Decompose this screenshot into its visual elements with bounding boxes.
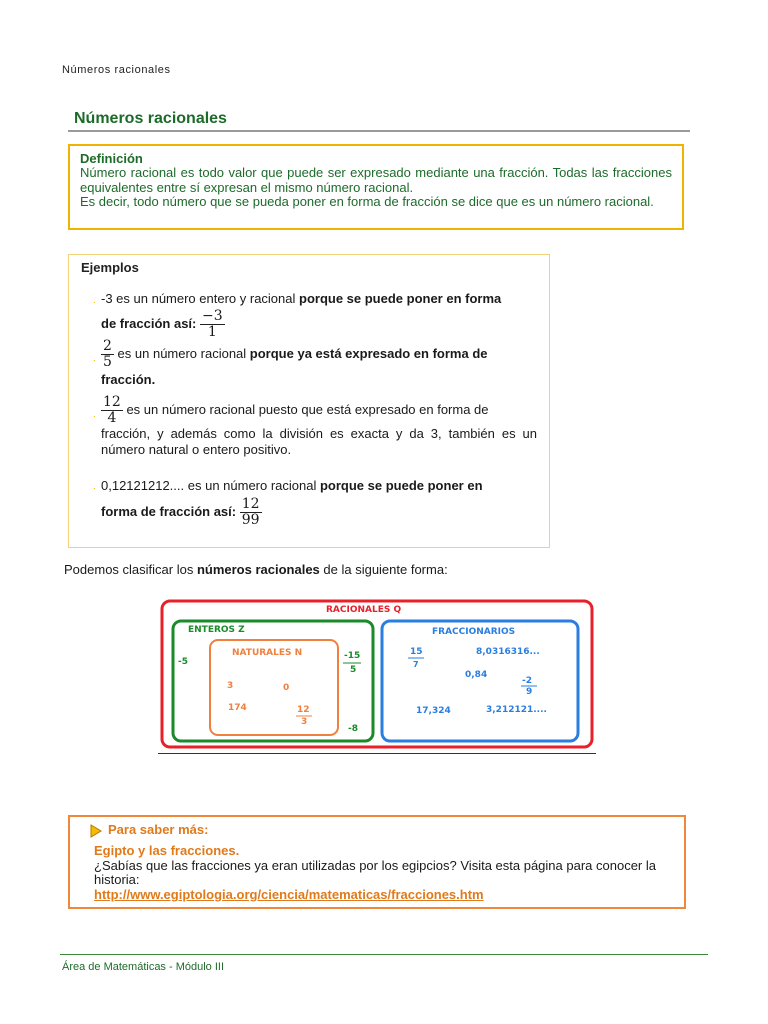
diagram-baseline bbox=[158, 753, 596, 754]
enteros-label: ENTEROS Z bbox=[188, 625, 245, 635]
fraccionarios-label: FRACCIONARIOS bbox=[432, 627, 516, 637]
enteros-fraction-den: 5 bbox=[350, 665, 357, 675]
fraction bbox=[200, 309, 225, 340]
footer-text: Área de Matemáticas - Módulo III bbox=[62, 961, 225, 973]
fracc-fraction-num: 15 bbox=[410, 647, 423, 657]
enteros-fraction-num: -15 bbox=[344, 651, 361, 661]
classification-suffix: de la siguiente forma: bbox=[319, 562, 448, 577]
title-divider bbox=[68, 130, 690, 132]
bullet-icon: . bbox=[93, 353, 96, 364]
examples-title: Ejemplos bbox=[81, 260, 139, 275]
naturales-value: 3 bbox=[227, 681, 234, 691]
fracc-fraction-den: 9 bbox=[526, 687, 533, 697]
footer-divider bbox=[60, 954, 708, 955]
example-bold-2: de fracción así: bbox=[101, 315, 197, 331]
info-subtitle: Egipto y las fracciones. bbox=[94, 843, 240, 858]
example-item bbox=[93, 394, 537, 458]
section-title: Números racionales bbox=[74, 110, 227, 127]
example-item bbox=[93, 475, 537, 528]
naturales-value: 174 bbox=[228, 703, 247, 713]
fraction bbox=[101, 395, 123, 426]
fracc-value: 3,212121.... bbox=[486, 705, 547, 715]
example-text: 0,12121212.... es un número racional bbox=[101, 478, 320, 493]
fraction bbox=[240, 497, 262, 528]
info-heading: Para saber más: bbox=[108, 822, 209, 837]
example-bold: porque ya está expresado en forma de bbox=[249, 345, 488, 361]
fracc-fraction-num: -2 bbox=[522, 676, 532, 686]
bullet-icon: . bbox=[93, 481, 96, 492]
example-text: es un número racional puesto que está expresado en forma de bbox=[126, 401, 489, 417]
definition-text-2: Es decir, todo número que se pueda poner en forma de fracción se dice que es un número racional. bbox=[80, 194, 654, 209]
racionales-label: RACIONALES Q bbox=[326, 605, 402, 615]
example-bold-2: forma de fracción así: bbox=[101, 503, 237, 519]
info-text: ¿Sabías que las fracciones ya eran utilizadas por los egipcios? Visita esta página para conocer la historia: bbox=[94, 858, 656, 887]
example-bold: porque se puede poner en forma bbox=[299, 291, 502, 306]
bullet-icon: . bbox=[93, 295, 96, 306]
fraction-numerator: 12 bbox=[241, 496, 260, 512]
classification-diagram bbox=[158, 597, 596, 755]
classification-bold: números racionales bbox=[196, 562, 320, 577]
running-header: Números racionales bbox=[62, 64, 171, 76]
fraction-denominator: 4 bbox=[107, 410, 117, 426]
fraction-denominator: 1 bbox=[207, 324, 217, 340]
naturales-fraction-num: 12 bbox=[297, 705, 310, 715]
example-bold: porque se puede poner en bbox=[319, 478, 483, 493]
naturales-value: 0 bbox=[283, 683, 290, 693]
naturales-fraction-den: 3 bbox=[301, 717, 308, 727]
fraccionarios-set bbox=[382, 621, 578, 741]
fraction-numerator: 2 bbox=[103, 338, 112, 354]
bullet-icon: . bbox=[93, 409, 96, 420]
fraction-numerator: −3 bbox=[202, 308, 223, 324]
example-text: -3 es un número entero y racional bbox=[101, 291, 299, 306]
info-box bbox=[68, 815, 686, 909]
definition-title: Definición bbox=[80, 151, 143, 166]
enteros-value: -8 bbox=[348, 724, 358, 734]
example-text: es un número racional bbox=[117, 345, 250, 361]
enteros-value: -5 bbox=[178, 657, 188, 667]
example-text-2: fracción, y además como la división es exacta y da 3, también es un número natural o entero positivo. bbox=[101, 426, 537, 457]
history-link[interactable]: http://www.egiptologia.org/ciencia/matematicas/fracciones.htm bbox=[94, 887, 484, 902]
classification-sentence bbox=[64, 562, 448, 577]
examples-box bbox=[68, 254, 550, 548]
naturales-label: NATURALES N bbox=[232, 648, 303, 658]
example-item bbox=[93, 289, 537, 340]
arrow-right-icon bbox=[90, 824, 102, 843]
example-bold-2: fracción. bbox=[101, 372, 156, 387]
fracc-value: 17,324 bbox=[416, 706, 451, 716]
fracc-fraction-den: 7 bbox=[413, 660, 419, 669]
classification-prefix: Podemos clasificar los bbox=[64, 562, 197, 577]
fraction-denominator: 5 bbox=[103, 354, 112, 370]
fraction-denominator: 99 bbox=[241, 512, 260, 528]
example-item bbox=[93, 338, 537, 390]
fraction bbox=[101, 339, 114, 370]
fraction-numerator: 12 bbox=[103, 394, 121, 410]
fracc-value: 8,0316316... bbox=[476, 647, 540, 657]
definition-box bbox=[68, 144, 684, 230]
racionales-set bbox=[162, 601, 592, 747]
fracc-value: 0,84 bbox=[465, 670, 488, 680]
definition-text: Número racional es todo valor que puede ser expresado mediante una fracción. Todas las fracciones equivalentes entre sí expresan el mismo número racional. bbox=[80, 165, 672, 195]
